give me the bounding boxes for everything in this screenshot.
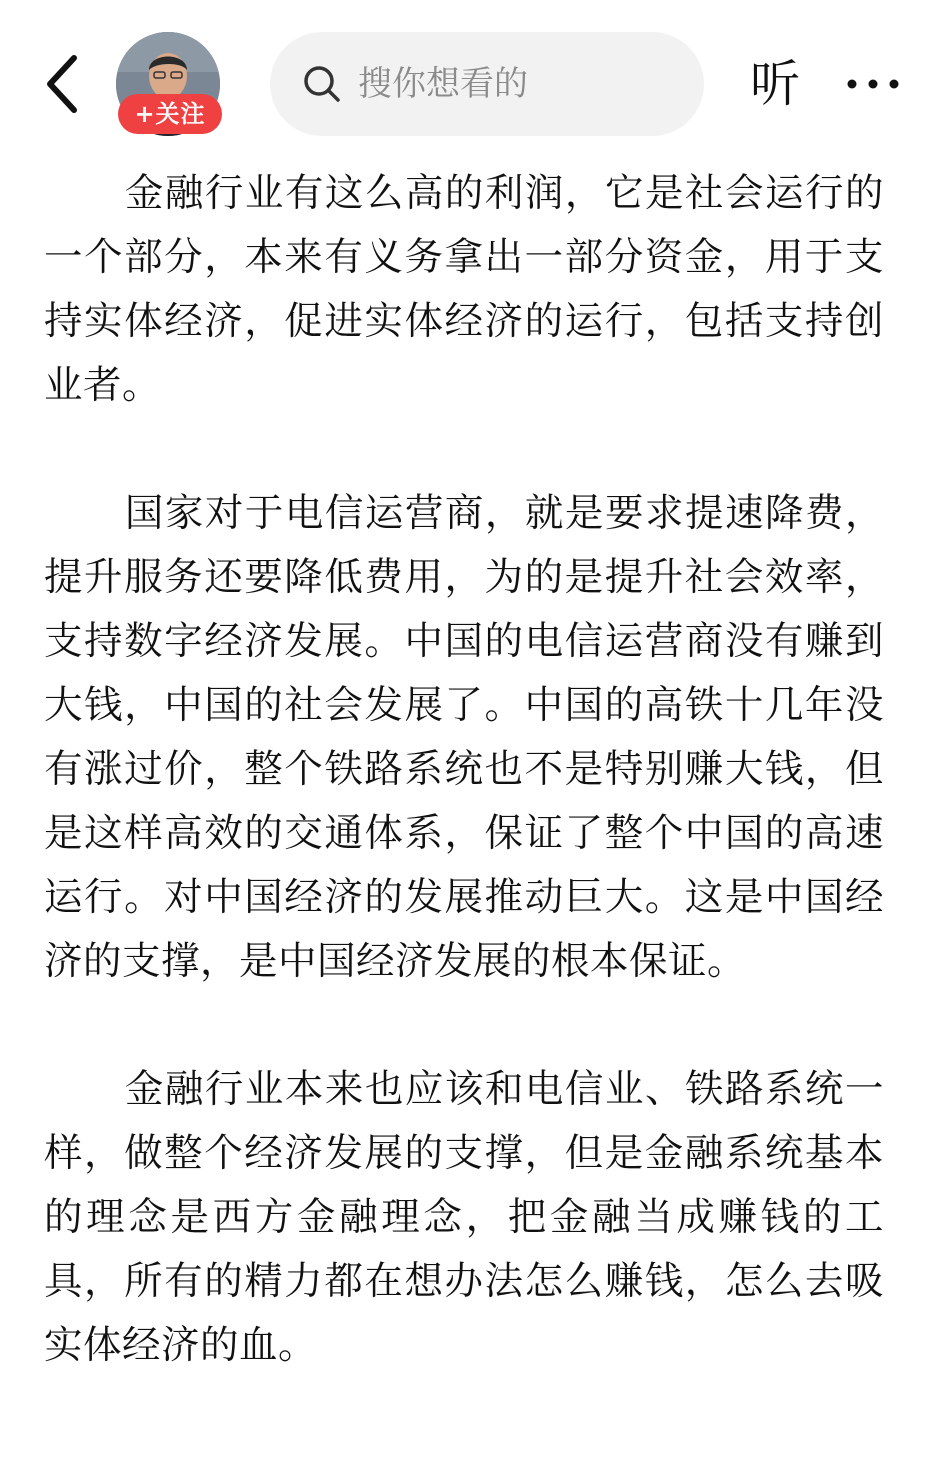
follow-button[interactable]: +关注 [118,94,222,134]
more-dots-icon [844,64,902,104]
article-body [44,162,884,1378]
top-navigation-bar [0,0,946,150]
search-placeholder: 搜你想看的 [358,64,528,104]
search-icon [302,64,342,104]
article-paragraph: 金融行业有这么高的利润，它是社会运行的一个部分，本来有义务拿出一部分资金，用于支持实体经济，促进实体经济的运行，包括支持创业者。 [44,171,884,408]
article-paragraph: 金融行业本来也应该和电信业、铁路系统一样，做整个经济发展的支撑，但是金融系统基本的理念是西方金融理念，把金融当成赚钱的工具，所有的精力都在想办法怎么赚钱，怎么去吸实体经济的血。 [44,1067,884,1368]
back-arrow-icon [40,52,88,116]
search-input[interactable] [270,32,704,136]
more-options-button[interactable] [844,64,902,104]
author-avatar-group [114,28,226,140]
listen-button[interactable]: 听 [750,55,800,113]
back-button[interactable] [40,52,88,116]
article-paragraph: 国家对于电信运营商，就是要求提速降费，提升服务还要降低费用，为的是提升社会效率，支持数字经济发展。中国的电信运营商没有赚到大钱，中国的社会发展了。中国的高铁十几年没有涨过价，整个铁路系统也不是特别赚大钱，但是这样高效的交通体系，保证了整个中国的高速运行。对中国经济的发展推动巨大。这是中国经济的支撑，是中国经济发展的根本保证。 [44,491,884,984]
